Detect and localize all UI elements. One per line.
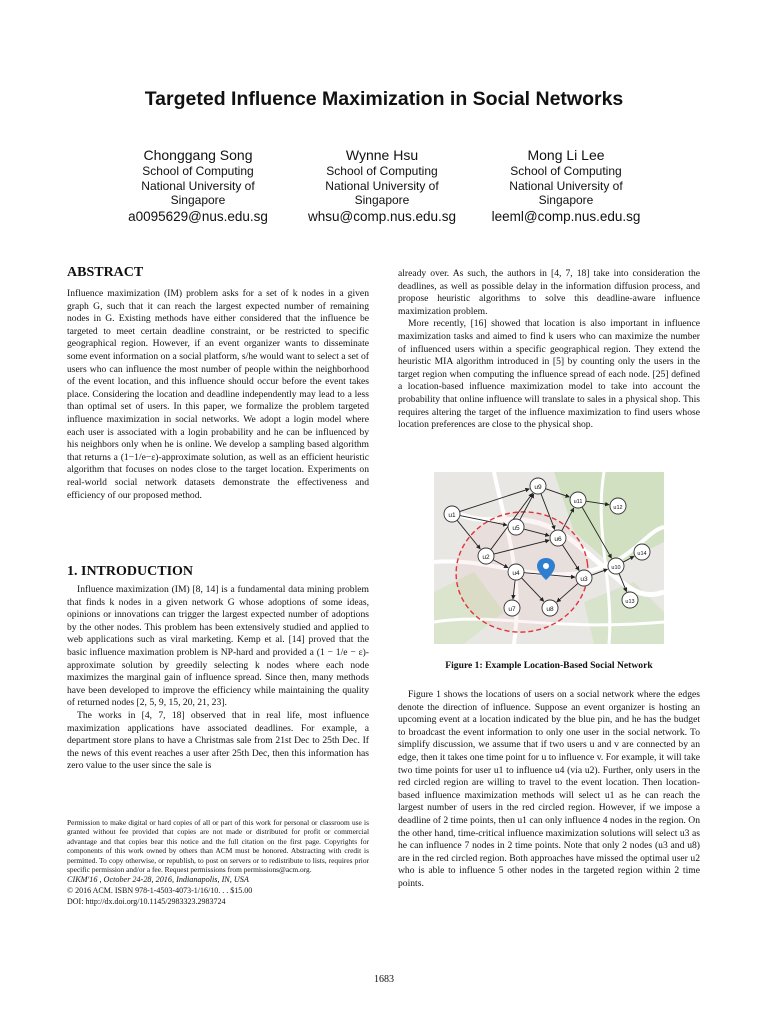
author-affiliation: National University of [509, 178, 623, 193]
network-node [504, 600, 520, 616]
node-label: u6 [554, 536, 562, 543]
right-column-top [398, 268, 700, 432]
paragraph: The works in [4, 7, 18] observed that in real life, most influence maximization applications have associated deadlines. For example, a department store plans to have a Christmas sale from 21st Dec to 25th Dec. If the news of this event reaches a user after 25th Dec, then this information has zero value to the user since the sale is [67, 709, 369, 772]
figure-map [434, 472, 664, 644]
author-email: whsu@comp.nus.edu.sg [307, 208, 457, 224]
network-node [530, 478, 546, 494]
node-label: u11 [573, 499, 583, 505]
paragraph: Figure 1 shows the locations of users on a social network where the edges denote the direction of influence. Suppose an event organizer is hosting an upcoming event at a location indicated by the blue pin, and he has the budget to broadcast the event information to only one user in the social network. To simplify discussion, we assume that if two users u and v are connected by an edge, then it takes one time point for u to influence v. For example, it will take two time points for user u1 to influence u4 (via u2). Further, only users in the red circled region are willing to travel to the event location. Then location-based influence maximization methods will select u1 as he can reach the largest number of users in the red circled region. However, if we impose a deadline of 2 time points, then u1 can only influence 4 nodes in the region. On the other hand, time-critical influence maximization solutions will select u3 as he can influence 7 nodes in 2 time points. Note that only 2 nodes (u3 and u8) are in the red circled region. Both approaches have missed the optimal user u2 who is able to influence 5 other nodes in the targeted region within 2 time points. [398, 689, 700, 889]
abstract-text: Influence maximization (IM) problem asks for a set of k nodes in a given graph G, such that it can reach the largest expected number of remaining nodes in G. Existing methods have either considered that the influence be targeted to meet certain deadline constraint, or be restricted to specific geographical region. However, if an event organizer wants to disseminate some event information on a social platform, s/he would want to select a set of users who can influence the most number of people within the neighborhood of the event location, and this influence should occur before the event takes place. Considering the location and deadline independently may lead to a less than optimal set of users. In this paper, we formalize the problem targeted influence maximization in social networks. We adopt a login model where each user is associated with a login probability and he can be influenced by his neighbors only when he is online. We develop a sampling based algorithm that returns a (1−1/e−ε)-approximate solution, as well as an efficient heuristic algorithm that focuses on nodes close to the target location. Experiments on real-world social network datasets demonstrate the effectiveness and efficiency of our proposed method. [67, 288, 369, 501]
network-node [478, 548, 494, 564]
author-affiliation: Singapore [170, 193, 226, 207]
author-affiliation: School of Computing [510, 164, 622, 178]
author-email: a0095629@nus.edu.sg [128, 208, 268, 224]
paragraph: already over. As such, the authors in [4, 7, 18] take into consideration the deadlines, as well as possible delay in the information diffusion process, and propose heuristic algorithms to solve this deadline-aware influence maximization problem. [398, 268, 700, 317]
network-node [542, 600, 558, 616]
section-heading: 1. INTRODUCTION [67, 564, 194, 579]
node-label: u1 [448, 512, 456, 519]
node-label: u10 [611, 565, 621, 571]
conference-info: CIKM'16 , October 24-28, 2016, Indianapolis, IN, USA [67, 875, 249, 885]
author-affiliation: Singapore [354, 193, 410, 207]
doi-info: DOI: http://dx.doi.org/10.1145/2983323.2983724 [67, 897, 226, 907]
author-affiliation: Singapore [538, 193, 594, 207]
node-label: u5 [512, 525, 520, 532]
network-node [444, 506, 460, 522]
node-label: u14 [637, 551, 647, 557]
paper-title: Targeted Influence Maximization in Social Networks [144, 88, 624, 110]
right-column-bottom [398, 689, 700, 891]
permission-notice: Permission to make digital or hard copies of all or part of this work for personal or classroom use is granted without fee provided that copies are not made or distributed for profit or commercial advantage and that copies bear this notice and the full citation on the first page. Copyrights for components of this work owned by others than ACM must be honored. Abstracting with credit is permitted. To copy otherwise, or republish, to post on servers or to redistribute to lists, requires prior specific permission and/or a fee. Request permissions from permissions@acm.org. [67, 818, 369, 875]
network-node [634, 544, 650, 560]
node-label: u13 [625, 599, 635, 605]
node-label: u9 [534, 484, 542, 491]
node-label: u8 [546, 606, 554, 613]
network-node [608, 558, 624, 574]
node-label: u12 [613, 505, 623, 511]
page-number: 1683 [374, 974, 394, 985]
paragraph: Influence maximization (IM) [8, 14] is a fundamental data mining problem that finds k nodes in a given network G whose adoptions of some ideas, opinions or innovations can trigger the largest expected number of adoptions by the other nodes. This problem has been extensively studied and applied to web applications such as viral marketing. Kemp et al. [14] proved that the basic influence maximation problem is NP-hard and provided a (1 − 1/e − ε)-approximate solution by greedily selecting k nodes where each node maximizes the marginal gain of influence spread. Since then, many methods have been developed to improve the efficiency while maintaining the quality of returned nodes [2, 5, 9, 15, 20, 21, 23]. [67, 584, 369, 709]
author-name: Wynne Hsu [345, 147, 419, 163]
author-name: Chonggang Song [143, 147, 253, 163]
author-name: Mong Li Lee [527, 147, 605, 163]
author-affiliation: School of Computing [142, 164, 254, 178]
figure-caption: Figure 1: Example Location-Based Social Network [445, 660, 653, 671]
network-node [622, 592, 638, 608]
paragraph: More recently, [16] showed that location is also important in influence maximization tasks and aimed to find k users who can maximize the number of influenced users within a specific geographical region. They extend the heuristic MIA algorithm introduced in [5] by counting only the users in the target region when computing the influence spread of each node. [25] defined a location-based influence maximization model to take into account the probability that online influence will translate to sales in a physical shop. This requires altering the target of the influence maximization to find users whose location preferences are close to the physical shop. [398, 318, 700, 431]
permission-block [67, 818, 369, 907]
author-affiliation: School of Computing [326, 164, 438, 178]
copyright-info: © 2016 ACM. ISBN 978-1-4503-4073-1/16/10. . . $15.00 [67, 886, 253, 896]
author-affiliation: National University of [141, 178, 255, 193]
author-block [456, 147, 676, 225]
abstract-body [67, 288, 369, 502]
network-figure [434, 472, 664, 644]
network-node [550, 530, 566, 546]
network-node [610, 498, 626, 514]
node-label: u2 [482, 554, 490, 561]
node-label: u7 [508, 606, 516, 613]
node-label: u4 [512, 570, 520, 577]
author-affiliation: National University of [325, 178, 439, 193]
network-node [570, 492, 586, 508]
author-email: leeml@comp.nus.edu.sg [491, 208, 641, 224]
intro-body [67, 584, 369, 773]
network-node [508, 519, 524, 535]
network-node [576, 570, 592, 586]
network-node [508, 564, 524, 580]
abstract-heading: ABSTRACT [67, 265, 144, 280]
node-label: u3 [580, 576, 588, 583]
